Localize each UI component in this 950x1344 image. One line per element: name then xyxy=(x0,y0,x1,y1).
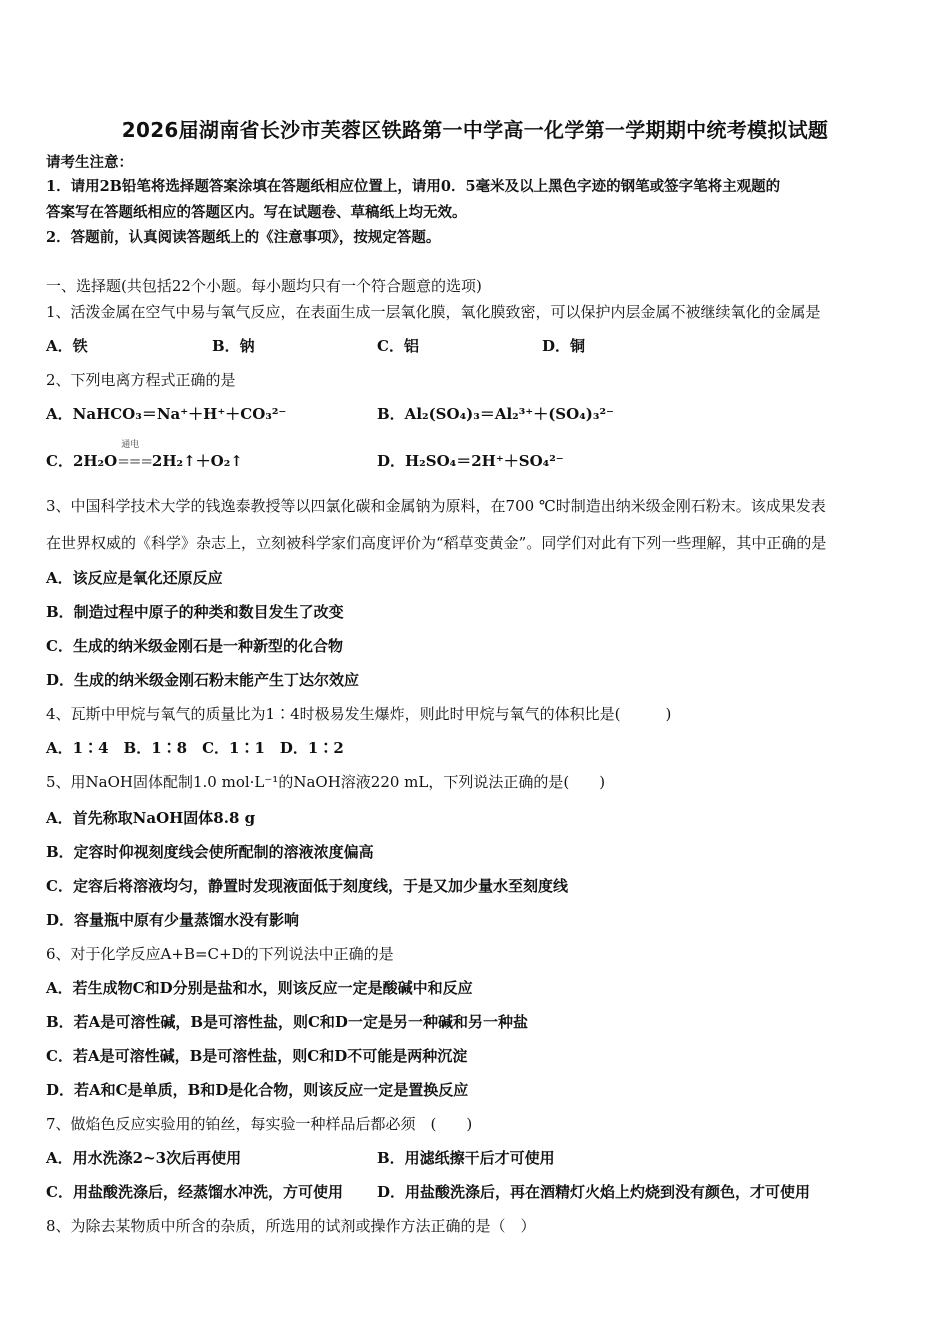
question-1-option-c: C．铝 xyxy=(377,337,419,355)
page-title: 2026届湖南省长沙市芙蓉区铁路第一中学高一化学第一学期期中统考模拟试题 xyxy=(121,118,829,142)
question-2-option-b: B．Al₂(SO₄)₃＝Al₂³⁺＋(SO₄)₃²⁻ xyxy=(377,405,614,423)
question-3-stem-line-1: 3、中国科学技术大学的钱逸泰教授等以四氯化碳和金属钠为原料，在700 ℃时制造出纳米级金刚石粉末。该成果发表 xyxy=(46,497,826,515)
question-7-option-c: C．用盐酸洗涤后，经蒸馏水冲洗，方可使用 xyxy=(46,1183,343,1201)
question-5-stem: 5、用NaOH固体配制1.0 mol·L⁻¹的NaOH溶液220 mL，下列说法正确的是( ) xyxy=(46,773,606,791)
question-3-option-b: B．制造过程中原子的种类和数目发生了改变 xyxy=(46,603,344,621)
question-8-stem: 8、为除去某物质中所含的杂质，所选用的试剂或操作方法正确的是（ ） xyxy=(46,1217,536,1235)
question-7-option-a: A．用水洗涤2~3次后再使用 xyxy=(46,1149,242,1167)
question-2-stem: 2、下列电离方程式正确的是 xyxy=(46,371,236,389)
question-4-options: A．1∶4 B．1∶8 C．1∶1 D．1∶2 xyxy=(46,739,344,757)
question-6-option-b: B．若A是可溶性碱，B是可溶性盐，则C和D一定是另一种碱和另一种盐 xyxy=(46,1013,528,1031)
question-5-option-a: A．首先称取NaOH固体8.8 g xyxy=(46,809,256,827)
question-2-option-c xyxy=(46,440,243,471)
question-7-option-d: D．用盐酸洗涤后，再在酒精灯火焰上灼烧到没有颜色，才可使用 xyxy=(377,1183,811,1201)
question-3-option-d: D．生成的纳米级金刚石粉末能产生丁达尔效应 xyxy=(46,671,360,689)
question-4-stem: 4、瓦斯中甲烷与氧气的质量比为1∶4时极易发生爆炸，则此时甲烷与氧气的体积比是( ) xyxy=(46,705,672,723)
question-5-option-d: D．容量瓶中原有少量蒸馏水没有影响 xyxy=(46,911,300,929)
question-3-stem-line-2: 在世界权威的《科学》杂志上，立刻被科学家们高度评价为“稻草变黄金”。同学们对此有下列一些理解，其中正确的是 xyxy=(46,534,827,552)
question-3-option-a: A．该反应是氧化还原反应 xyxy=(46,569,223,587)
notice-line-1b: 答案写在答题纸相应的答题区内。写在试题卷、草稿纸上均无效。 xyxy=(46,204,467,221)
question-1-option-b: B．钠 xyxy=(212,337,255,355)
condition-arrow: === xyxy=(117,452,152,470)
question-2-option-d: D．H₂SO₄＝2H⁺＋SO₄²⁻ xyxy=(377,452,564,470)
question-2-option-a: A．NaHCO₃＝Na⁺＋H⁺＋CO₃²⁻ xyxy=(46,405,287,423)
electrolysis-condition xyxy=(117,440,152,471)
notice-heading: 请考生注意： xyxy=(46,154,133,171)
question-2-option-c-products: 2H₂↑＋O₂↑ xyxy=(151,452,243,470)
section-heading: 一、选择题(共包括22个小题。每小题均只有一个符合题意的选项) xyxy=(46,277,482,295)
question-1-option-d: D．铜 xyxy=(542,337,586,355)
question-5-option-b: B．定容时仰视刻度线会使所配制的溶液浓度偏高 xyxy=(46,843,374,861)
question-7-option-b: B．用滤纸擦干后才可使用 xyxy=(377,1149,555,1167)
question-6-stem: 6、对于化学反应A+B=C+D的下列说法中正确的是 xyxy=(46,945,394,963)
question-3-option-c: C．生成的纳米级金刚石是一种新型的化合物 xyxy=(46,637,343,655)
question-5-option-c: C．定容后将溶液均匀，静置时发现液面低于刻度线，于是又加少量水至刻度线 xyxy=(46,877,568,895)
question-2-option-c-reactant: C．2H₂O xyxy=(46,452,118,470)
question-6-option-a: A．若生成物C和D分别是盐和水，则该反应一定是酸碱中和反应 xyxy=(46,979,473,997)
question-1-option-a: A．铁 xyxy=(46,337,88,355)
question-1-stem: 1、活泼金属在空气中易与氧气反应，在表面生成一层氧化膜，氧化膜致密，可以保护内层金属不被继续氧化的金属是 xyxy=(46,303,821,321)
question-6-option-d: D．若A和C是单质，B和D是化合物，则该反应一定是置换反应 xyxy=(46,1081,469,1099)
condition-label: 通电 xyxy=(121,440,140,450)
notice-line-1a: 1．请用2B铅笔将选择题答案涂填在答题纸相应位置上，请用0．5毫米及以上黑色字迹的钢笔或签字笔将主观题的 xyxy=(46,178,781,195)
question-6-option-c: C．若A是可溶性碱，B是可溶性盐，则C和D不可能是两种沉淀 xyxy=(46,1047,468,1065)
question-7-stem: 7、做焰色反应实验用的铂丝，每实验一种样品后都必须 ( ) xyxy=(46,1115,473,1133)
notice-line-2: 2．答题前，认真阅读答题纸上的《注意事项》，按规定答题。 xyxy=(46,229,441,246)
